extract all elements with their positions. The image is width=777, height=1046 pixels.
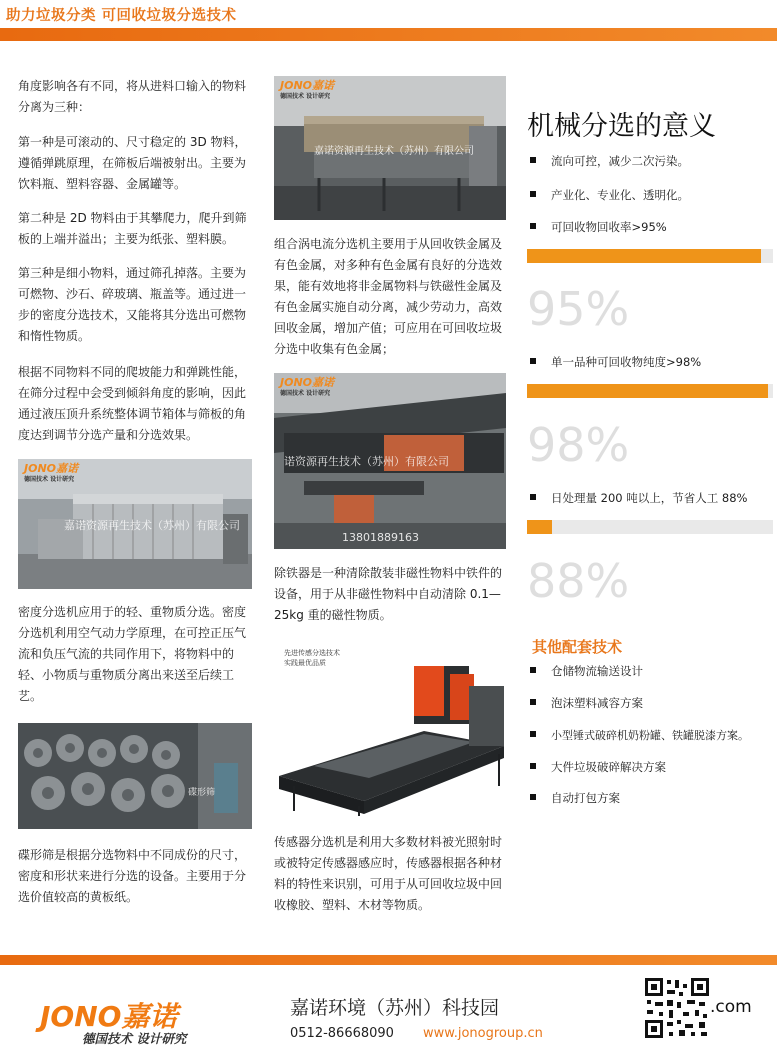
footer-phone: 0512-86668090: [290, 1026, 394, 1041]
bullet-square-icon: [530, 731, 536, 737]
other-tech-item: 泡沫塑料减容方案: [530, 695, 643, 711]
density-separator-photo: [18, 459, 252, 589]
col2-iron-remover: 除铁器是一种清除散装非磁性物料中铁件的设备，用于从非磁性物料中自动清除 0.1—25kg 重的磁性物质。: [274, 566, 503, 622]
purity-percent: 98%: [527, 418, 630, 472]
photo-brand-logo: JONO嘉诺 德国技术 设计研究: [280, 376, 335, 397]
bullet-square-icon: [530, 157, 536, 163]
mechanical-sorting-title: 机械分选的意义: [527, 111, 716, 142]
other-tech-item: 大件垃圾破碎解决方案: [530, 759, 666, 775]
eddy-current-separator-photo: [274, 76, 506, 220]
purity-bar: [527, 384, 773, 398]
bullet-square-icon: [530, 763, 536, 769]
photo-brand-logo: JONO嘉诺 德国技术 设计研究: [280, 79, 335, 100]
benefit-item: 流向可控，减少二次污染。: [530, 153, 689, 169]
photo-watermark: 嘉诺资源再生技术（苏州）有限公司: [314, 146, 474, 157]
footer-slogan: 德国技术 设计研究: [82, 1031, 187, 1046]
col2-eddy-current: 组合涡电流分选机主要用于从回收铁金属及有色金属，对多种有色金属有良好的分选效果，能有效地将非金属物料与铁磁性金属及有色金属实施自动分离，减少劳动力，高效回收金属，增加产值；可应用在可回收垃圾分选中收集有色金属；: [274, 237, 503, 356]
qr-code-icon: [643, 976, 711, 1040]
other-tech-item: 自动打包方案: [530, 790, 620, 806]
benefit-item: 产业化、专业化、透明化。: [530, 187, 689, 203]
benefit-item: 日处理量 200 吨以上，节省人工 88%: [530, 490, 747, 506]
footer-website-link[interactable]: www.jonogroup.cn: [423, 1026, 543, 1041]
labor-saving-bar: [527, 520, 773, 534]
col1-third-type: 第三种是细小物料，通过筛孔掉落。主要为可燃物、沙石、碎玻璃、瓶盖等。通过进一步的密度分选技术，又能将其分选出可燃物和惰性物质。: [18, 266, 247, 343]
footer-company-name: 嘉诺环境（苏州）科技园: [290, 997, 500, 1019]
col1-second-type: 第二种是 2D 物料由于其攀爬力，爬升到筛板的上端并溢出；主要为纸张、塑料膜。: [18, 211, 247, 246]
other-tech-item: 仓储物流输送设计: [530, 663, 643, 679]
bullet-square-icon: [530, 358, 536, 364]
bullet-square-icon: [530, 667, 536, 673]
col2-sensor-separator: 传感器分选机是利用大多数材料被光照射时或被特定传感器感应时，传感器根据各种材料的特性来识别，可用于从可回收垃圾中回收橡胶、塑料、木材等物质。: [274, 835, 503, 912]
col1-intro: 角度影响各有不同，将从进料口输入的物料分离为三种：: [18, 79, 247, 114]
photo-watermark: 嘉诺资源再生技术（苏州）有限公司: [64, 519, 240, 532]
bullet-square-icon: [530, 494, 536, 500]
col1-first-type: 第一种是可滚动的、尺寸稳定的 3D 物料，遵循弹跳原理，在筛板后端被射出。主要为饮料瓶、塑料容器、金属罐等。: [18, 135, 247, 191]
benefit-item: 可回收物回收率>95%: [530, 219, 667, 235]
page-header-title: 助力垃圾分类 可回收垃圾分选技术: [6, 8, 237, 24]
col1-disc-screen: 碟形筛是根据分选物料中不同成份的尺寸，密度和形状来进行分选的设备。主要用于分选价值较高的黄板纸。: [18, 848, 247, 904]
footer-brand-logo: JONO嘉诺: [40, 1000, 178, 1033]
sensor-separator-photo: [274, 646, 506, 816]
footer-divider-bar: [0, 955, 777, 965]
header-divider-bar: [0, 28, 777, 41]
photo-phone-watermark: 13801889163: [342, 531, 419, 544]
recovery-rate-bar: [527, 249, 773, 263]
disc-screen-label: 碟形筛: [188, 788, 216, 798]
col1-angle-adjust: 根据不同物料不同的爬坡能力和弹跳性能，在筛分过程中会受到倾斜角度的影响，因此通过液压顶升系统整体调节箱体与筛板的角度达到调节分选产量和分选效果。: [18, 365, 247, 442]
labor-saving-percent: 88%: [527, 554, 630, 608]
bullet-square-icon: [530, 699, 536, 705]
bullet-square-icon: [530, 794, 536, 800]
bullet-square-icon: [530, 223, 536, 229]
bullet-square-icon: [530, 191, 536, 197]
col1-density-separator: 密度分选机应用于的轻、重物质分选。密度分选机利用空气动力学原理，在可控正压气流和负压气流的共同作用下，将物料中的轻、小物质与重物质分离出来送至后续工艺。: [18, 605, 247, 703]
qr-code-suffix-text: .com: [710, 997, 752, 1017]
disc-screen-photo: [18, 723, 252, 829]
other-tech-title: 其他配套技术: [532, 638, 623, 656]
photo-watermark: 诺资源再生技术（苏州）有限公司: [284, 455, 449, 468]
photo-brand-logo: JONO嘉诺 德国技术 设计研究: [24, 462, 79, 483]
benefit-item: 单一品种可回收物纯度>98%: [530, 354, 701, 370]
iron-remover-photo: [274, 373, 506, 549]
recovery-rate-percent: 95%: [527, 282, 630, 336]
sensor-photo-caption: 先进传感分选技术 实践最优品质: [284, 649, 340, 667]
other-tech-item: 小型锤式破碎机奶粉罐、铁罐脱漆方案。: [530, 727, 749, 743]
